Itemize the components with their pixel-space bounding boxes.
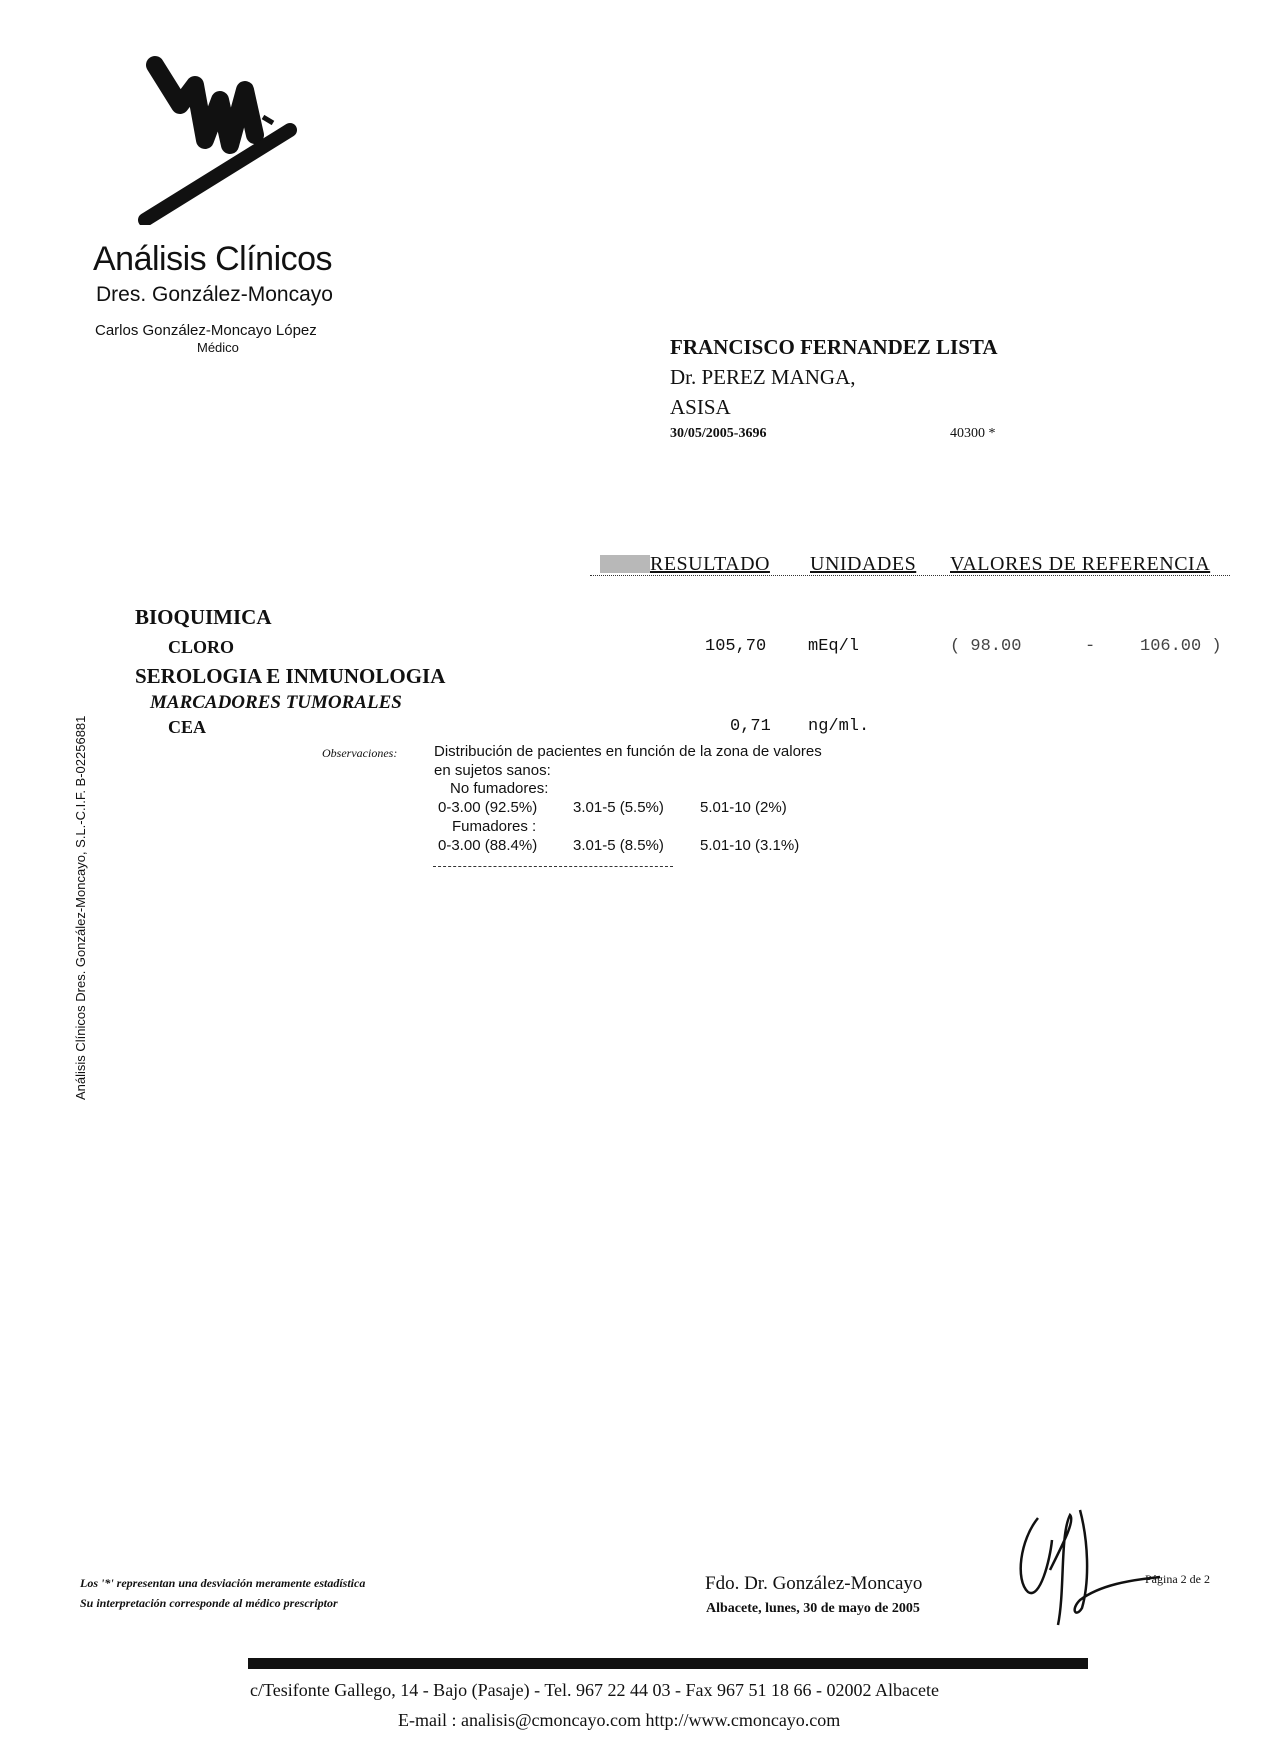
- side-company-text: Análisis Clínicos Dres. González-Moncayo, S.L.-C.I.F. B-02256881: [73, 715, 88, 1100]
- lab-logo: [135, 45, 315, 225]
- footer-contact: E-mail : analisis@cmoncayo.com http://www.cmoncayo.com: [398, 1710, 841, 1730]
- non-smokers-range-1: 0-3.00 (92.5%): [438, 799, 538, 816]
- footer-note-line2: Su interpretación corresponde al médico prescriptor: [80, 1596, 338, 1610]
- result-cea: 0,71: [730, 717, 771, 736]
- smokers-range-3: 5.01-10 (3.1%): [700, 837, 800, 854]
- header-units: UNIDADES: [810, 553, 917, 575]
- doctor-name: Carlos González-Moncayo López: [95, 322, 317, 339]
- smokers-range-2: 3.01-5 (8.5%): [573, 837, 664, 854]
- insurer: ASISA: [670, 395, 731, 419]
- signed-by: Fdo. Dr. González-Moncayo: [705, 1573, 923, 1594]
- smokers-label: Fumadores :: [452, 818, 537, 835]
- footer-bar: [248, 1658, 1088, 1669]
- smokers-range-1: 0-3.00 (88.4%): [438, 837, 538, 854]
- non-smokers-range-3: 5.01-10 (2%): [700, 799, 787, 816]
- result-cloro: 105,70: [705, 637, 767, 656]
- page-number: Página 2 de 2: [1145, 1572, 1210, 1586]
- observations-line2: en sujetos sanos:: [434, 762, 551, 779]
- units-cloro: mEq/l: [808, 637, 860, 656]
- referring-physician: Dr. PEREZ MANGA,: [670, 365, 856, 389]
- units-cea: ng/ml.: [808, 717, 870, 736]
- observations-rule: [433, 866, 673, 868]
- non-smokers-range-2: 3.01-5 (5.5%): [573, 799, 664, 816]
- report-id: 30/05/2005-3696: [670, 426, 767, 441]
- patient-name: FRANCISCO FERNANDEZ LISTA: [670, 335, 998, 359]
- test-name-cea: CEA: [168, 717, 207, 737]
- header-result: RESULTADO: [650, 553, 770, 575]
- non-smokers-label: No fumadores:: [450, 780, 549, 797]
- ref-dash-cloro: -: [1085, 637, 1096, 656]
- header-reference: VALORES DE REFERENCIA: [950, 553, 1211, 575]
- ref-high-cloro: 106.00 ): [1140, 637, 1222, 656]
- header-shade: [600, 555, 650, 573]
- lab-subtitle: Dres. González-Moncayo: [96, 283, 333, 306]
- footer-address: c/Tesifonte Gallego, 14 - Bajo (Pasaje) - Tel. 967 22 44 03 - Fax 967 51 18 66 - 02002 Albacete: [250, 1680, 940, 1700]
- section-title-serologia: SEROLOGIA E INMUNOLOGIA: [135, 664, 446, 688]
- handwritten-signature: [1010, 1500, 1170, 1630]
- section-subtitle-marcadores: MARCADORES TUMORALES: [150, 692, 402, 713]
- observations-line1: Distribución de pacientes en función de la zona de valores: [434, 743, 822, 760]
- footer-note-line1: Los '*' representan una desviación meramente estadística: [80, 1576, 366, 1590]
- lab-name: Análisis Clínicos: [93, 240, 333, 278]
- patient-code: 40300 *: [950, 426, 996, 441]
- observations-label: Observaciones:: [322, 746, 398, 760]
- signature-date: Albacete, lunes, 30 de mayo de 2005: [706, 1601, 920, 1616]
- doctor-title: Médico: [197, 340, 239, 355]
- test-name-cloro: CLORO: [168, 637, 235, 657]
- ref-low-cloro: ( 98.00: [950, 637, 1022, 656]
- section-title-bioquimica: BIOQUIMICA: [135, 605, 272, 629]
